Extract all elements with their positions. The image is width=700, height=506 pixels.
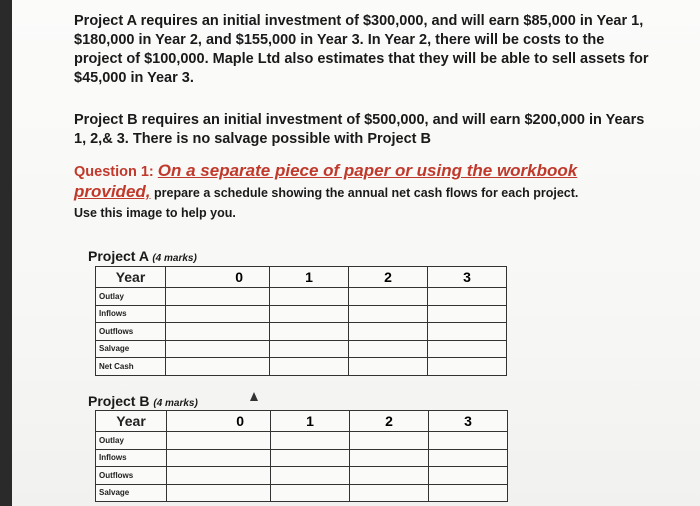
table-row bbox=[96, 358, 507, 376]
table-cell bbox=[429, 449, 508, 467]
question-label: Question 1: bbox=[74, 164, 158, 180]
table-cell bbox=[167, 432, 271, 450]
table-cell bbox=[166, 323, 270, 341]
worksheet-page bbox=[12, 0, 700, 506]
question-instruction-link: On a separate piece of paper or using the workbook provided, bbox=[74, 161, 578, 201]
table-cell bbox=[349, 340, 428, 358]
table-cell bbox=[167, 484, 271, 502]
table-cell bbox=[270, 358, 349, 376]
table-cell bbox=[350, 449, 429, 467]
table-cell bbox=[166, 305, 270, 323]
header-year-0: 0 bbox=[167, 411, 271, 432]
header-year-0: 0 bbox=[166, 267, 270, 288]
header-year-2: 2 bbox=[350, 411, 429, 432]
table-cell bbox=[349, 323, 428, 341]
header-year: Year bbox=[96, 411, 167, 432]
table-cell bbox=[166, 340, 270, 358]
question-instruction: prepare a schedule showing the annual net cash flows for each project. bbox=[150, 186, 579, 200]
table-cell bbox=[166, 288, 270, 306]
row-label-outflows: Outflows bbox=[96, 323, 166, 341]
marks-note: (4 marks) bbox=[153, 398, 198, 409]
header-year-1: 1 bbox=[270, 267, 349, 288]
row-label-outlay: Outlay bbox=[96, 432, 167, 450]
project-b-description: Project B requires an initial investment of $500,000, and will earn $200,000 in Years 1, 2,& 3. There is no salvage possible with Project B bbox=[74, 112, 645, 147]
table-cell bbox=[349, 305, 428, 323]
row-label-outflows: Outflows bbox=[96, 467, 167, 485]
row-label-net-cash: Net Cash bbox=[96, 358, 166, 376]
table-cell bbox=[270, 305, 349, 323]
table-row bbox=[96, 340, 507, 358]
table-cell bbox=[271, 432, 350, 450]
row-label-salvage: Salvage bbox=[96, 340, 166, 358]
project-a-schedule-table bbox=[95, 266, 507, 376]
table-row bbox=[96, 323, 507, 341]
table-cell bbox=[350, 467, 429, 485]
table-cell bbox=[428, 358, 507, 376]
table-row bbox=[96, 449, 508, 467]
table-cell bbox=[349, 358, 428, 376]
table-cell bbox=[270, 323, 349, 341]
table-cell bbox=[271, 449, 350, 467]
table-row bbox=[96, 467, 508, 485]
row-label-inflows: Inflows bbox=[96, 305, 166, 323]
header-year-3: 3 bbox=[428, 267, 507, 288]
table-row bbox=[96, 288, 507, 306]
table-cell bbox=[429, 467, 508, 485]
table-cell bbox=[428, 323, 507, 341]
row-label-inflows: Inflows bbox=[96, 449, 167, 467]
table-cell bbox=[428, 340, 507, 358]
marks-note: (4 marks) bbox=[152, 253, 197, 264]
table-cell bbox=[270, 340, 349, 358]
table-cell bbox=[428, 305, 507, 323]
table-row bbox=[96, 305, 507, 323]
table-cell bbox=[350, 432, 429, 450]
header-year-2: 2 bbox=[349, 267, 428, 288]
table-cell bbox=[349, 288, 428, 306]
row-label-salvage: Salvage bbox=[96, 484, 167, 502]
project-b-schedule-table bbox=[95, 410, 508, 502]
table-row bbox=[96, 432, 508, 450]
header-year-1: 1 bbox=[271, 411, 350, 432]
table-cell bbox=[166, 358, 270, 376]
project-a-description: Project A requires an initial investment of $300,000, and will earn $85,000 in Year 1, $180,000 in Year 2, and $155,000 in Year 3. In Year 2, there will be costs to the project of $100,000. Maple Ltd also estimates that they will be able to sell assets for $45,000 in Year 3. bbox=[74, 13, 649, 86]
mouse-cursor-icon bbox=[250, 392, 258, 401]
table-cell bbox=[429, 484, 508, 502]
table-row bbox=[96, 484, 508, 502]
table-cell bbox=[428, 288, 507, 306]
project-a-table-title bbox=[88, 248, 197, 264]
table-cell bbox=[429, 432, 508, 450]
table-cell bbox=[271, 467, 350, 485]
table-cell bbox=[350, 484, 429, 502]
table-header-row bbox=[96, 411, 508, 432]
project-b-table-title bbox=[88, 393, 198, 409]
table-cell bbox=[270, 288, 349, 306]
header-year-3: 3 bbox=[429, 411, 508, 432]
table-header-row bbox=[96, 267, 507, 288]
table-title-text: Project B bbox=[88, 393, 150, 409]
table-cell bbox=[167, 449, 271, 467]
question-1 bbox=[74, 161, 654, 223]
table-cell bbox=[271, 484, 350, 502]
question-note: Use this image to help you. bbox=[74, 206, 236, 220]
header-year: Year bbox=[96, 267, 166, 288]
table-title-text: Project A bbox=[88, 248, 149, 264]
row-label-outlay: Outlay bbox=[96, 288, 166, 306]
table-cell bbox=[167, 467, 271, 485]
